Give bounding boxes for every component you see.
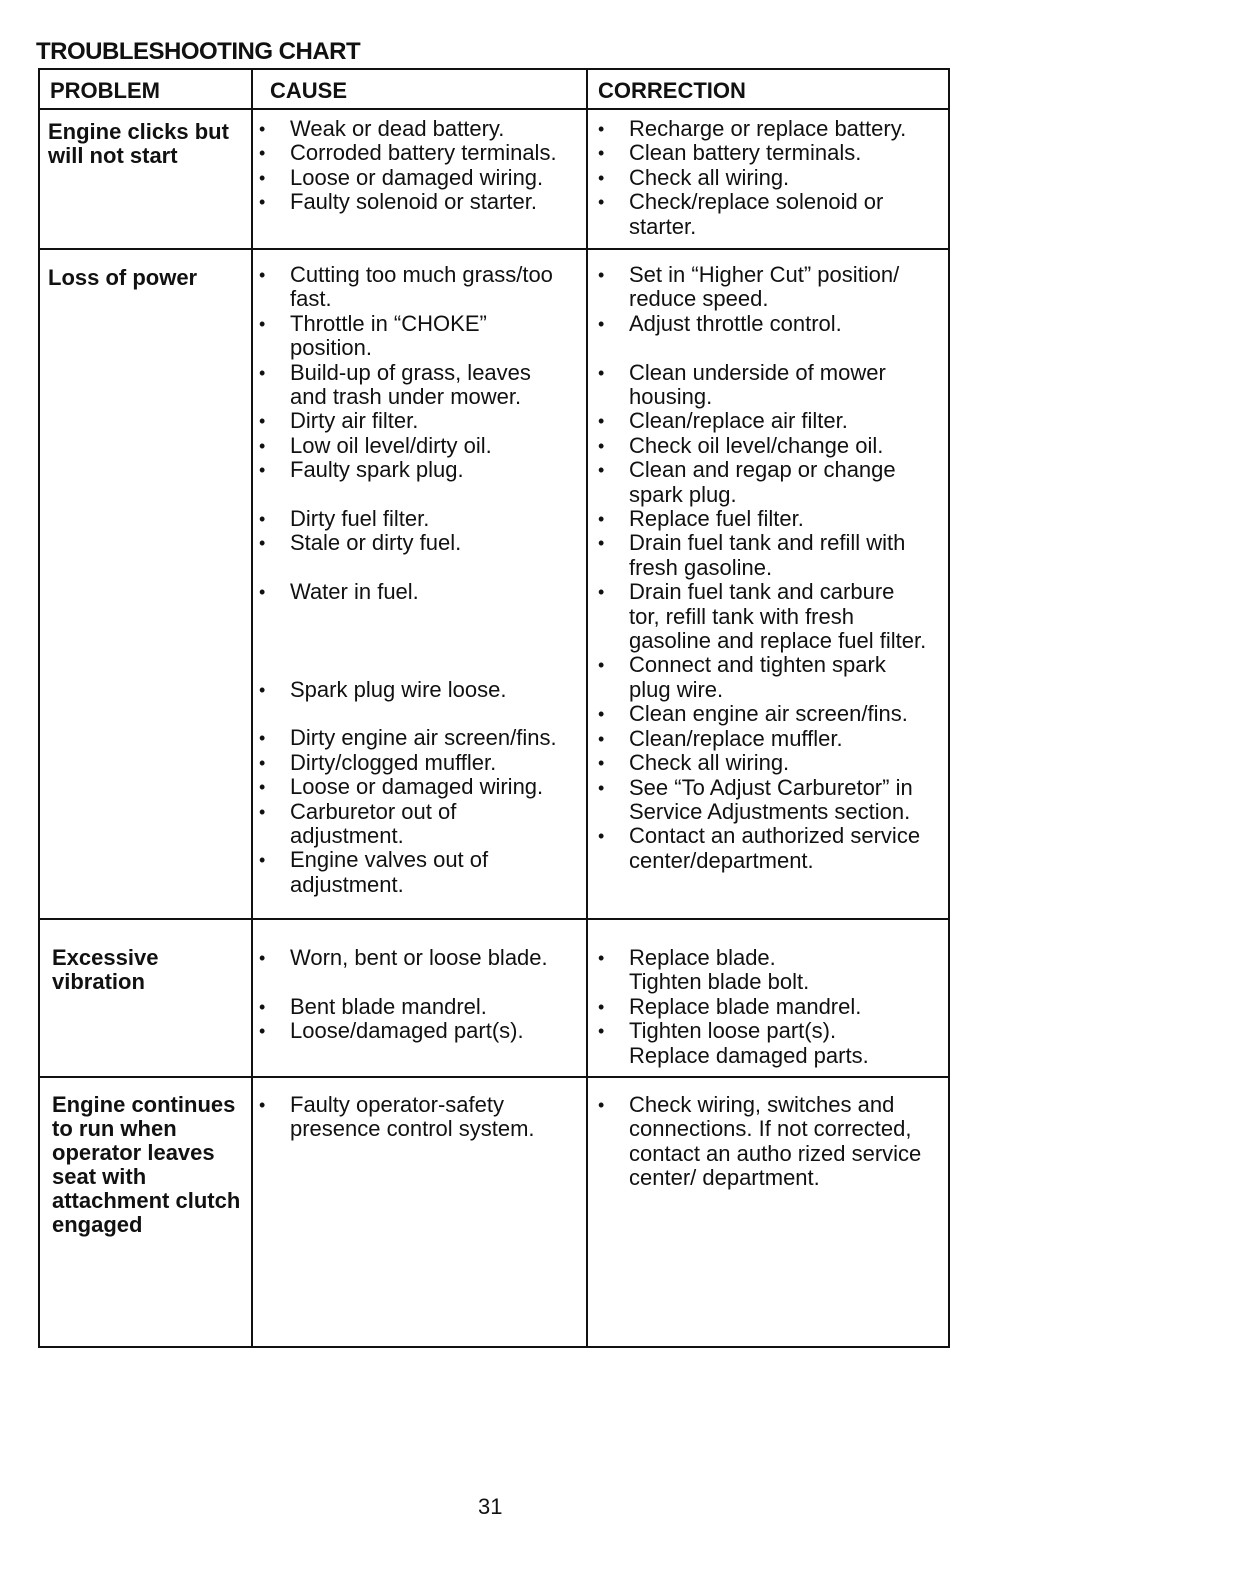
- cause-list: [254, 117, 584, 215]
- cause-item: • Bent blade mandrel.: [254, 995, 584, 1019]
- cause-item: • Faulty spark plug.: [254, 458, 554, 482]
- cause-item: • Loose/damaged part(s).: [254, 1019, 584, 1043]
- row-divider: [40, 248, 948, 250]
- cause-item: • Cutting too much grass/too fast.: [254, 263, 554, 312]
- problem-label: Engine continues to run when operator leaves seat with attachment clutch engaged: [52, 1092, 241, 1237]
- correction-item: • Clean engine air screen/fins.: [593, 702, 938, 726]
- correction-item: • Clean/replace muffler.: [593, 727, 938, 751]
- cause-list: [254, 262, 557, 897]
- header-correction: CORRECTION: [598, 78, 746, 103]
- cause-list: [254, 946, 584, 1044]
- cause-item: • Weak or dead battery.: [254, 117, 584, 141]
- column-divider: [251, 70, 253, 1346]
- header-cause: CAUSE: [270, 78, 348, 103]
- correction-item: • Replace blade.: [593, 946, 938, 970]
- troubleshooting-table: [38, 68, 950, 1348]
- cause-item: • Faulty solenoid or starter.: [254, 190, 584, 214]
- correction-list: [593, 263, 938, 873]
- row-divider: [40, 918, 948, 920]
- correction-item: • Check all wiring.: [593, 751, 938, 775]
- correction-item: • Connect and tighten spark plug wire.: [593, 653, 929, 702]
- cause-item: • Water in fuel.: [254, 580, 554, 604]
- correction-item: • Set in “Higher Cut” position/ reduce speed.: [593, 263, 929, 312]
- cause-list: [254, 1093, 554, 1142]
- cause-item: • Carburetor out of adjustment.: [254, 800, 490, 849]
- row-divider: [40, 1076, 948, 1078]
- correction-item: • Tighten loose part(s).: [593, 1019, 938, 1043]
- correction-item: • Check wiring, switches and connections. If not corrected, contact an autho rized service center/ department.: [593, 1093, 929, 1191]
- correction-item: • Check/replace solenoid or starter.: [593, 190, 889, 239]
- correction-list: [593, 946, 938, 1068]
- correction-list: [593, 1093, 938, 1191]
- cause-item: • Dirty air filter.: [254, 409, 554, 433]
- correction-item: • Replace blade mandrel.: [593, 995, 938, 1019]
- page-number: 31: [478, 1494, 503, 1519]
- header-divider: [40, 108, 948, 110]
- cause-item: • Corroded battery terminals.: [254, 141, 584, 165]
- correction-item: • Clean and regap or change spark plug.: [593, 458, 939, 507]
- cause-item: • Loose or damaged wiring.: [254, 775, 620, 799]
- correction-item: • Adjust throttle control.: [593, 312, 938, 336]
- problem-label: Excessive vibration: [52, 945, 159, 994]
- correction-item: • Drain fuel tank and refill with fresh gasoline.: [593, 531, 949, 580]
- correction-item: • Check all wiring.: [593, 166, 943, 190]
- cause-item: • Dirty fuel filter.: [254, 507, 554, 531]
- cause-item: • Low oil level/dirty oil.: [254, 434, 554, 458]
- correction-item: • Drain fuel tank and carbure tor, refill tank with fresh gasoline and replace fuel filter.: [593, 580, 929, 653]
- cause-item: • Loose or damaged wiring.: [254, 166, 584, 190]
- correction-item: • Clean/replace air filter.: [593, 409, 938, 433]
- correction-item: • See “To Adjust Carburetor” in Service Adjustments section.: [593, 776, 938, 825]
- cause-item: • Throttle in “CHOKE” position.: [254, 312, 490, 361]
- correction-item: • Contact an authorized service center/department.: [593, 824, 929, 873]
- correction-item: • Check oil level/change oil.: [593, 434, 938, 458]
- cause-item: • Worn, bent or loose blade.: [254, 946, 584, 970]
- cause-item: • Faulty operator-safety presence control system.: [254, 1093, 540, 1142]
- column-divider: [586, 70, 588, 1346]
- problem-label: Loss of power: [48, 265, 198, 290]
- cause-item: • Spark plug wire loose.: [254, 678, 554, 702]
- cause-item: • Build-up of grass, leaves and trash under mower.: [254, 361, 554, 410]
- page-title: TROUBLESHOOTING CHART: [36, 38, 361, 65]
- correction-item: • Clean battery terminals.: [593, 141, 943, 165]
- problem-label: Engine clicks but will not start: [48, 119, 229, 168]
- cause-item: • Stale or dirty fuel.: [254, 531, 554, 555]
- correction-item: • Replace fuel filter.: [593, 507, 938, 531]
- correction-item: Tighten blade bolt.: [629, 969, 810, 995]
- correction-item: Replace damaged parts.: [629, 1042, 869, 1068]
- cause-item: • Dirty/clogged muffler.: [254, 751, 554, 775]
- correction-item: • Clean underside of mower housing.: [593, 361, 929, 410]
- correction-item: • Recharge or replace battery.: [593, 117, 943, 141]
- correction-list: [593, 117, 943, 239]
- header-problem: PROBLEM: [50, 78, 160, 103]
- cause-item: • Dirty engine air screen/fins.: [254, 726, 620, 750]
- cause-item: • Engine valves out of adjustment.: [254, 848, 510, 897]
